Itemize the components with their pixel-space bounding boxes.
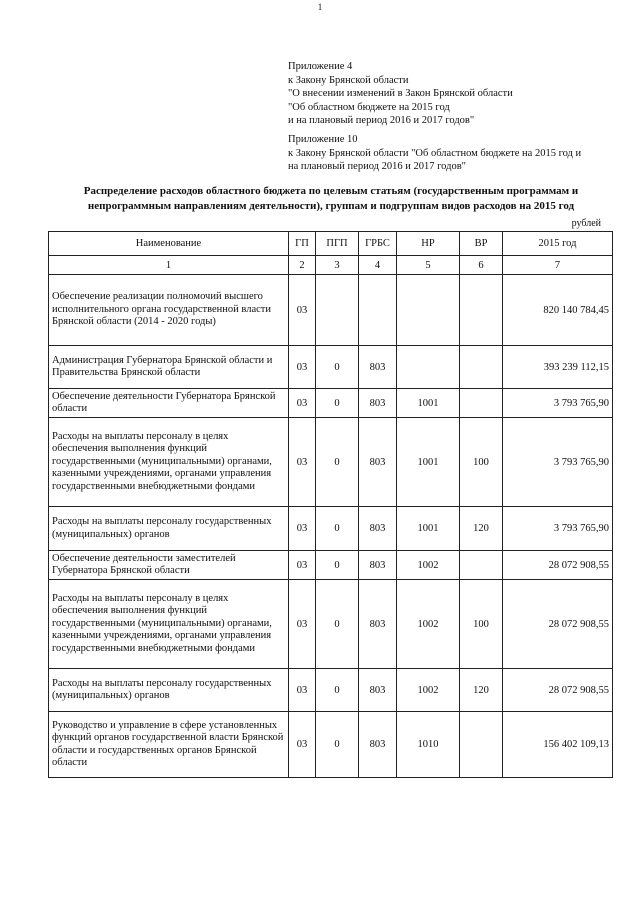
row-pgp (316, 275, 359, 346)
table-row (49, 669, 613, 712)
row-grbs: 803 (359, 551, 397, 580)
row-gp: 03 (289, 580, 316, 669)
appendix-line: к Закону Брянской области (288, 74, 409, 86)
row-nr: 1001 (397, 389, 460, 418)
row-nr: 1002 (397, 580, 460, 669)
row-gp: 03 (289, 551, 316, 580)
row-amount: 28 072 908,55 (503, 580, 613, 669)
row-gp: 03 (289, 507, 316, 551)
row-vr: 100 (460, 580, 503, 669)
row-name: Расходы на выплаты персоналу государственных (муниципальных) органов (49, 507, 289, 551)
column-number: 1 (49, 256, 289, 275)
row-nr (397, 275, 460, 346)
column-number: 4 (359, 256, 397, 275)
row-nr (397, 346, 460, 389)
row-vr (460, 551, 503, 580)
row-vr (460, 389, 503, 418)
row-name: Администрация Губернатора Брянской области и Правительства Брянской области (49, 346, 289, 389)
document-title (40, 184, 622, 214)
row-gp: 03 (289, 418, 316, 507)
title-line: Распределение расходов областного бюджета по целевым статьям (государственным программам и (83, 185, 579, 197)
row-pgp: 0 (316, 551, 359, 580)
row-name: Обеспечение деятельности Губернатора Брянской области (49, 389, 289, 418)
row-vr: 120 (460, 507, 503, 551)
column-number: 6 (460, 256, 503, 275)
page-number: 1 (317, 2, 323, 12)
row-gp: 03 (289, 389, 316, 418)
row-vr (460, 275, 503, 346)
column-number: 3 (316, 256, 359, 275)
row-grbs: 803 (359, 712, 397, 778)
column-number: 5 (397, 256, 460, 275)
row-gp: 03 (289, 275, 316, 346)
row-name: Обеспечение реализации полномочий высшего исполнительного органа государственной власти Брянской области (2014 - 2020 годы) (49, 275, 289, 346)
header-row (49, 232, 613, 256)
row-amount: 3 793 765,90 (503, 389, 613, 418)
row-grbs: 803 (359, 580, 397, 669)
row-name: Расходы на выплаты персоналу в целях обеспечения выполнения функций государственными (муниципальными) органами, казенными учреждениями, органами управления государственными внебюджетными фондами (49, 580, 289, 669)
row-nr: 1001 (397, 507, 460, 551)
appendix-4-header (288, 60, 513, 128)
table-row (49, 389, 613, 418)
table-row (49, 275, 613, 346)
appendix-line: "Об областном бюджете на 2015 год (288, 101, 450, 113)
row-nr: 1002 (397, 669, 460, 712)
row-pgp: 0 (316, 712, 359, 778)
row-grbs: 803 (359, 389, 397, 418)
appendix-line: Приложение 10 (288, 134, 358, 145)
appendix-line: на плановый период 2016 и 2017 годов" (288, 161, 466, 172)
table-row (49, 580, 613, 669)
row-grbs: 803 (359, 507, 397, 551)
column-number: 2 (289, 256, 316, 275)
col-header-grbs: ГРБС (359, 232, 397, 256)
row-gp: 03 (289, 669, 316, 712)
row-pgp: 0 (316, 346, 359, 389)
row-amount: 28 072 908,55 (503, 669, 613, 712)
row-name: Расходы на выплаты персоналу государственных (муниципальных) органов (49, 669, 289, 712)
col-header-nr: НР (397, 232, 460, 256)
row-nr: 1010 (397, 712, 460, 778)
row-pgp: 0 (316, 669, 359, 712)
appendix-line: "О внесении изменений в Закон Брянской области (288, 88, 513, 99)
title-line: непрограммным направлениям деятельности), группам и подгруппам видов расходов на 2015 год (87, 200, 575, 212)
row-amount: 156 402 109,13 (503, 712, 613, 778)
row-pgp: 0 (316, 580, 359, 669)
row-gp: 03 (289, 712, 316, 778)
col-header-pgp: ПГП (316, 232, 359, 256)
row-grbs: 803 (359, 418, 397, 507)
units-label: рублей (571, 218, 601, 229)
row-vr: 100 (460, 418, 503, 507)
row-name: Расходы на выплаты персоналу в целях обеспечения выполнения функций государственными (муниципальными) органами, казенными учреждениями, органами управления государственными внебюджетными фондами (49, 418, 289, 507)
row-grbs (359, 275, 397, 346)
row-vr (460, 712, 503, 778)
column-number: 7 (503, 256, 613, 275)
appendix-line: к Закону Брянской области "Об областном бюджете на 2015 год и (288, 147, 582, 159)
col-header-year: 2015 год (503, 232, 613, 256)
table-row (49, 418, 613, 507)
row-pgp: 0 (316, 389, 359, 418)
appendix-10-header (288, 133, 581, 174)
table-row (49, 551, 613, 580)
row-pgp: 0 (316, 418, 359, 507)
row-grbs: 803 (359, 669, 397, 712)
row-amount: 3 793 765,90 (503, 418, 613, 507)
row-gp: 03 (289, 346, 316, 389)
budget-table (48, 231, 613, 778)
row-amount: 820 140 784,45 (503, 275, 613, 346)
table-row (49, 346, 613, 389)
row-nr: 1002 (397, 551, 460, 580)
row-name: Обеспечение деятельности заместителей Губернатора Брянской области (49, 551, 289, 580)
row-nr: 1001 (397, 418, 460, 507)
appendix-line: Приложение 4 (288, 61, 353, 72)
row-amount: 393 239 112,15 (503, 346, 613, 389)
column-number-row (49, 256, 613, 275)
row-amount: 3 793 765,90 (503, 507, 613, 551)
table-row (49, 507, 613, 551)
row-name: Руководство и управление в сфере установленных функций органов государственной власти Брянской области и государственных органов Брянской области (49, 712, 289, 778)
row-vr (460, 346, 503, 389)
col-header-vr: ВР (460, 232, 503, 256)
appendix-line: и на плановый период 2016 и 2017 годов" (288, 115, 475, 126)
row-amount: 28 072 908,55 (503, 551, 613, 580)
col-header-gp: ГП (289, 232, 316, 256)
row-pgp: 0 (316, 507, 359, 551)
col-header-name: Наименование (49, 232, 289, 256)
row-vr: 120 (460, 669, 503, 712)
row-grbs: 803 (359, 346, 397, 389)
table-row (49, 712, 613, 778)
